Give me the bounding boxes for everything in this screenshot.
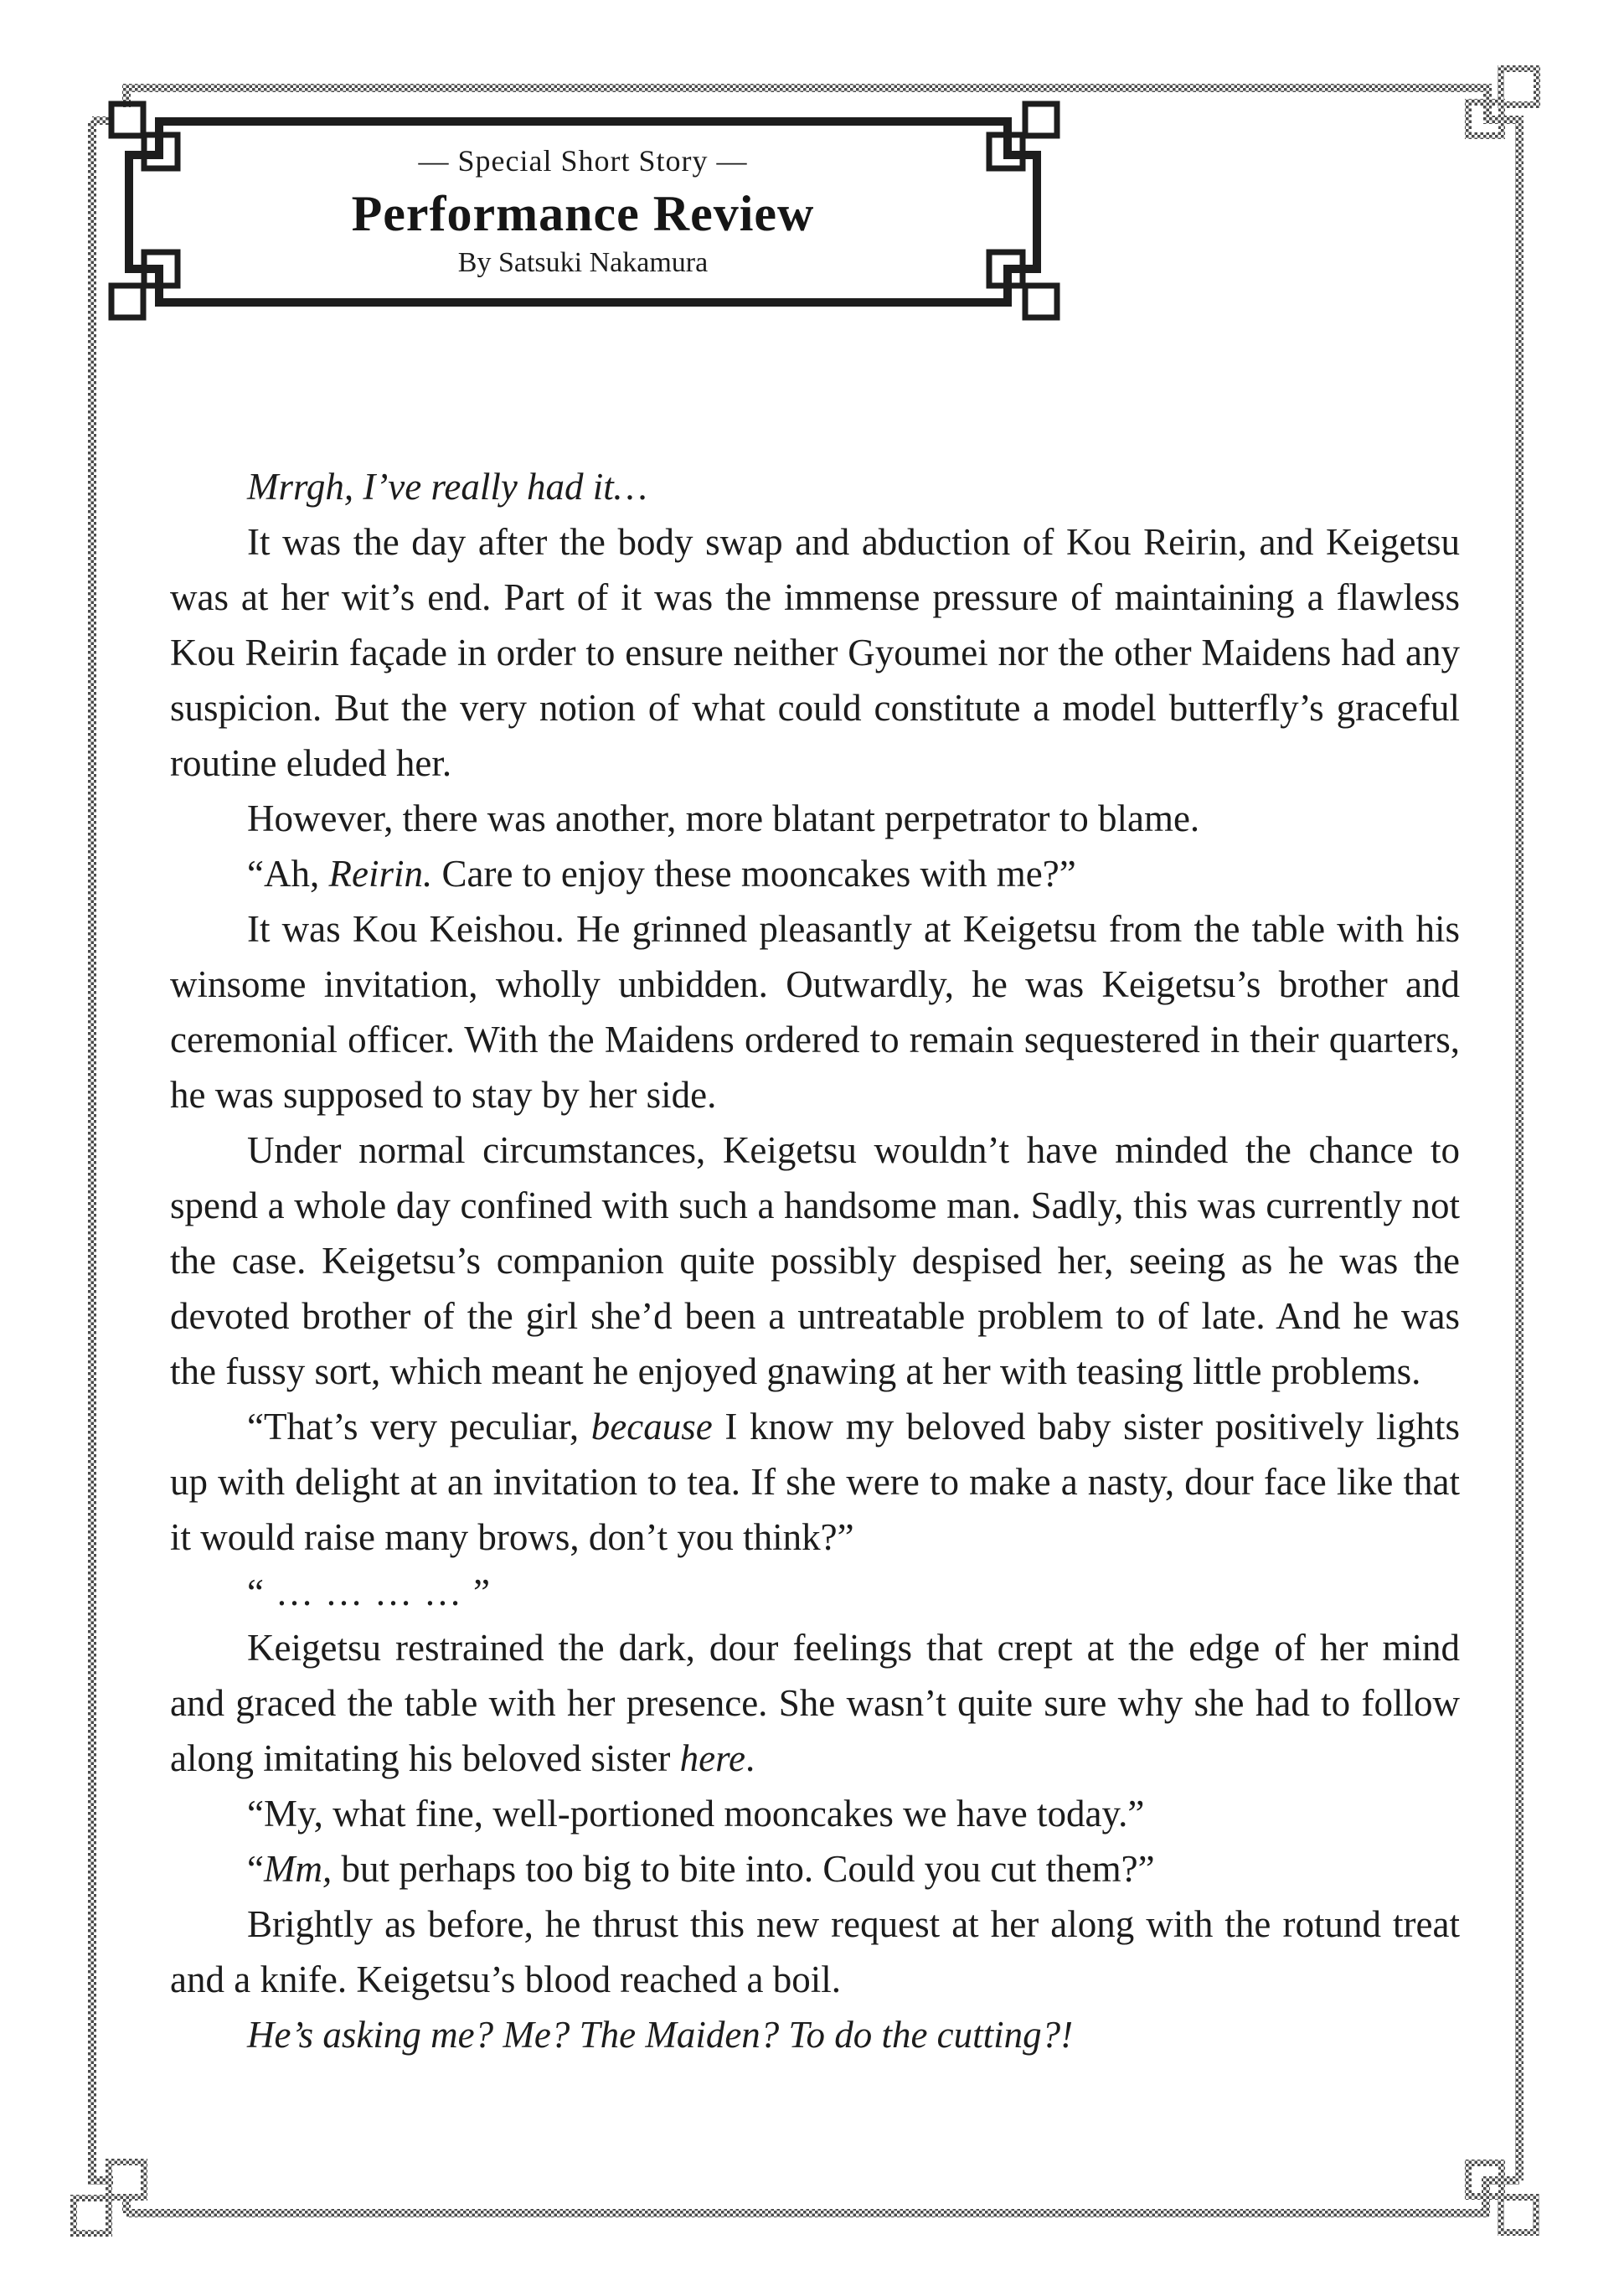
text-segment: I know my beloved baby sister positively lights up with delight at an invitation to tea. If she were to make a nasty, dour face like that it would raise many brows, don’t you think?” [170,1406,1460,1558]
text-segment: However, there was another, more blatant perpetrator to blame. [247,797,1200,839]
story-paragraph [170,514,1460,791]
text-segment: “That’s very peculiar, [247,1406,591,1448]
italic-text-segment: because [590,1406,713,1448]
story-byline: By Satsuki Nakamura [457,247,709,278]
text-segment: “…………” [247,1571,502,1613]
story-paragraph [170,1620,1460,1786]
text-segment: It was the day after the body swap and abduction of Kou Reirin, and Keigetsu was at her wit’s end. Part of it was the immense pressure of maintaining a flawless Kou Reirin façade in order to ensure neither Gyoumei nor the other Maidens had any suspicion. But the very notion of what could constitute a model butterfly’s graceful routine eluded her. [170,521,1460,784]
italic-text-segment: here [679,1737,745,1779]
text-segment: but perhaps too big to bite into. Could you cut them?” [332,1848,1155,1890]
story-paragraph [170,846,1460,901]
italic-text-segment: Reirin. [328,853,433,895]
story-title: Performance Review [351,186,815,241]
story-paragraph [170,901,1460,1122]
story-paragraph [170,459,1460,514]
text-segment: Under normal circumstances, Keigetsu wouldn’t have minded the chance to spend a whole day confined with such a handsome man. Sadly, this was currently not the case. Keigetsu’s companion quite possibly despised her, seeing as he was the devoted brother of the girl she’d been a untreatable problem to of late. And he was the fussy sort, which meant he enjoyed gnawing at her with teasing little problems. [170,1129,1460,1392]
story-paragraph [170,1841,1460,1897]
story-paragraph [170,1399,1460,1565]
story-paragraph [170,1122,1460,1399]
story-body [170,459,1460,2062]
story-paragraph [170,1786,1460,1841]
story-paragraph [170,2007,1460,2062]
story-paragraph [170,791,1460,846]
italic-text-segment: He’s asking me? Me? The Maiden? To do the cutting?! [247,2014,1074,2056]
text-segment: Care to enjoy these mooncakes with me?” [432,853,1076,895]
text-segment: Brightly as before, he thrust this new request at her along with the rotund treat and a knife. Keigetsu’s blood reached a boil. [170,1903,1460,2000]
text-segment: “ [247,1848,264,1890]
text-segment: Keigetsu restrained the dark, dour feelings that crept at the edge of her mind and graced the table with her presence. She wasn’t quite sure why she had to follow along imitating his beloved sister [170,1627,1460,1779]
story-paragraph [170,1897,1460,2007]
text-segment: It was Kou Keishou. He grinned pleasantly at Keigetsu from the table with his winsome invitation, wholly unbidden. Outwardly, he was Keigetsu’s brother and ceremonial officer. With the Maidens ordered to remain sequestered in their quarters, he was supposed to stay by her side. [170,908,1460,1116]
text-segment: . [745,1737,755,1779]
text-segment: “Ah, [247,853,329,895]
story-kicker: — Special Short Story — [418,144,748,178]
italic-text-segment: Mrrgh, I’ve really had it… [247,466,647,508]
italic-text-segment: Mm, [263,1848,333,1890]
text-segment: “My, what fine, well-portioned mooncakes we have today.” [247,1793,1145,1835]
title-block [129,121,1037,302]
story-paragraph [170,1565,1460,1620]
